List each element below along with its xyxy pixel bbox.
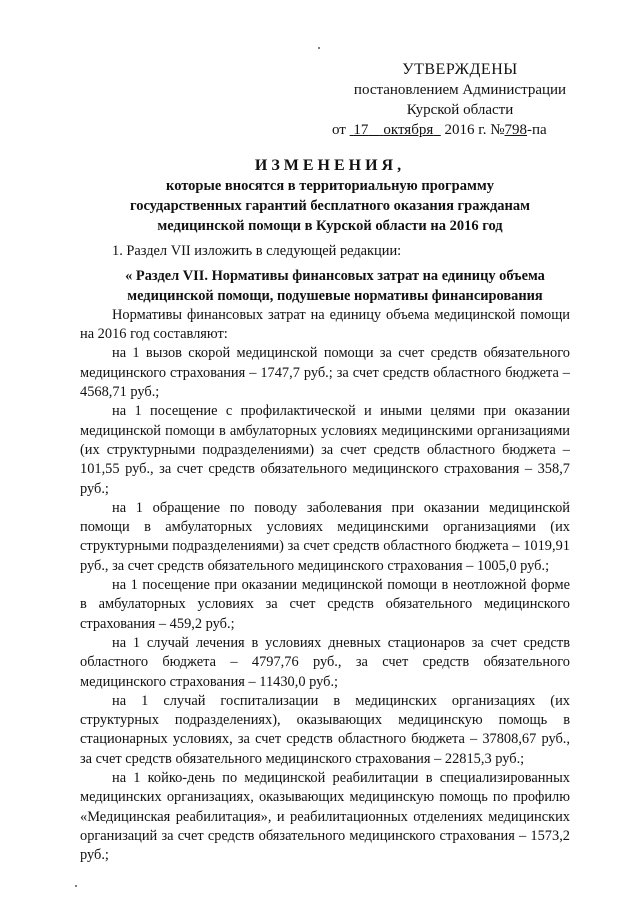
paragraph: на 1 посещение с профилактической и иными целями при оказании медицинской помощи в амбулаторных условиях медицинскими организациями (их структурными подразделениями) за счет средств областного бюджета – 101,55 руб., за счет средств обязательного медицинского страхования – 358,7 руб.; xyxy=(80,403,570,497)
document-body xyxy=(80,242,570,866)
paragraph: на 1 посещение при оказании медицинской помощи в неотложной форме в амбулаторных условиях за счет средств обязательного медицинского страхования – 459,2 руб.; xyxy=(80,577,570,632)
title-line-2: государственных гарантий бесплатного оказания гражданам xyxy=(129,198,531,214)
item-1: 1. Раздел VII изложить в следующей редакции: xyxy=(112,243,402,259)
paragraph: на 1 обращение по поводу заболевания при оказании медицинской помощи в амбулаторных условиях медицинскими организациями (их структурными подразделениями) за счет средств областного бюджета – 1019,91 руб., за счет средств обязательного медицинского страхования – 1005,0 руб.; xyxy=(80,499,570,574)
paragraph: на 1 случай госпитализации в медицинских организациях (их структурных подразделениях), оказывающих медицинскую помощь в стационарных условиях, за счет средств областного бюджета – 37808,67 руб., за счет средств обязательного медицинского страхования – 22815,3 руб.; xyxy=(80,692,570,767)
approval-heading: УТВЕРЖДЕНЫ xyxy=(402,61,518,78)
document-title xyxy=(70,156,590,236)
date-day: 17 xyxy=(353,122,369,138)
approval-line-1: постановлением Администрации xyxy=(353,82,567,98)
paragraph: на 1 случай лечения в условиях дневных стационаров за счет средств областного бюджета – 4797,76 руб., за счет средств обязательного медицинского страхования – 11430,0 руб.; xyxy=(80,634,570,690)
paragraph: Нормативы финансовых затрат на единицу объема медицинской помощи на 2016 год составляют: xyxy=(80,306,570,343)
scan-speck xyxy=(75,885,77,887)
approval-date-line xyxy=(332,120,590,140)
title-heading: ИЗМЕНЕНИЯ, xyxy=(254,157,406,174)
paragraph: на 1 койко-день по медицинской реабилитации в специализированных медицинских организациях, оказывающих медицинскую помощь по профилю «Медицинская реабилитация», и реабилитационных отделениях медицинских организаций за счет средств обязательного медицинского страхования – 1573,2 руб.; xyxy=(80,770,570,864)
doc-suffix: -па xyxy=(527,122,547,138)
date-prefix: от xyxy=(332,122,346,138)
title-line-3: медицинской помощи в Курской области на 2016 год xyxy=(157,218,503,234)
date-year: 2016 г. № xyxy=(444,122,505,138)
doc-number: 798 xyxy=(504,122,528,138)
section-heading: « Раздел VII. Нормативы финансовых затрат на единицу объема медицинской помощи, подушевые нормативы финансирования xyxy=(125,268,545,304)
paragraph: на 1 вызов скорой медицинской помощи за счет средств обязательного медицинского страхования – 1747,7 руб.; за счет средств областного бюджета – 4568,71 руб.; xyxy=(80,345,570,401)
approval-line-2: Курской области xyxy=(406,102,514,118)
approval-block xyxy=(330,60,590,140)
title-line-1: которые вносятся в территориальную программу xyxy=(166,178,494,194)
date-month: октября xyxy=(383,122,434,138)
scan-speck xyxy=(318,47,320,49)
